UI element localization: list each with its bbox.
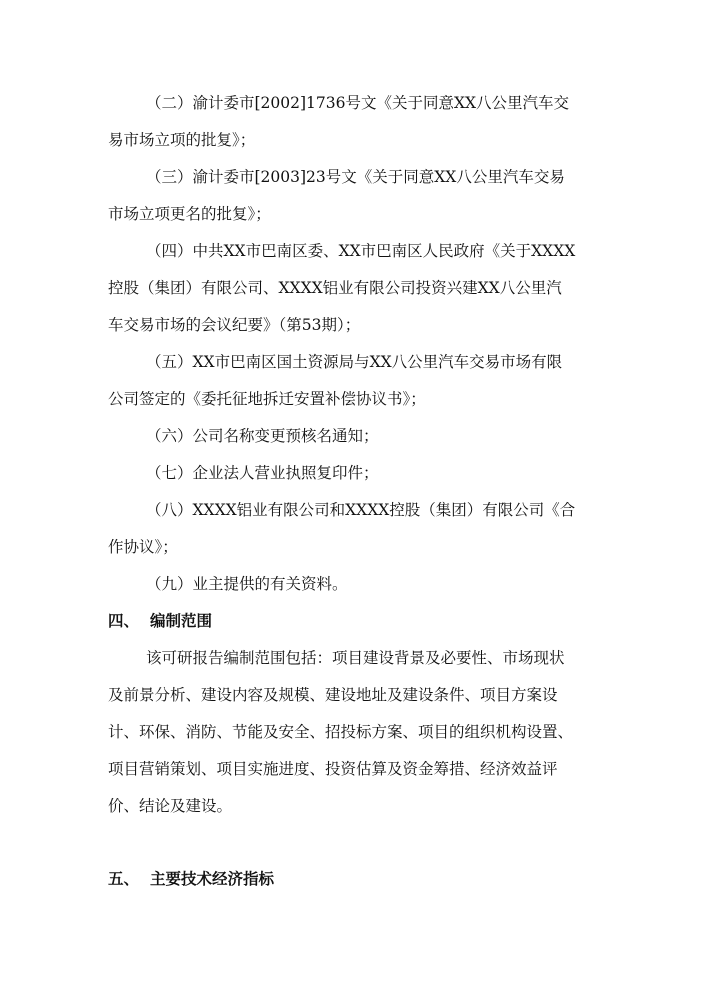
- section-4-number: 四、: [108, 612, 140, 630]
- reference-item-4-line-2: 控股（集团）有限公司、XXXX铝业有限公司投资兴建XX八公里汽: [108, 279, 562, 297]
- reference-item-3-line-2: 市场立项更名的批复》；: [108, 205, 271, 223]
- reference-item-4-line-1: （四）中共XX市巴南区委、XX市巴南区人民政府《关于XXXX: [146, 242, 576, 260]
- reference-item-5-line-2: 公司签定的《委托征地拆迁安置补偿协议书》；: [108, 390, 426, 408]
- reference-item-7: （七）企业法人营业执照复印件；: [146, 464, 379, 482]
- section-4-body-line-3: 计、环保、消防、节能及安全、招投标方案、项目的组织机构设置、: [108, 723, 574, 741]
- reference-item-9: （九）业主提供的有关资料。: [146, 575, 348, 593]
- section-5-title: 主要技术经济指标: [150, 870, 275, 888]
- section-5-number: 五、: [108, 870, 140, 888]
- section-4-body-line-4: 项目营销策划、项目实施进度、投资估算及资金筹措、经济效益评: [108, 760, 558, 778]
- section-4-body-line-1: 该可研报告编制范围包括：项目建设背景及必要性、市场现状: [146, 649, 565, 667]
- section-5-heading: [108, 867, 703, 891]
- reference-item-3-line-1: （三）渝计委市[2003]23号文《关于同意XX八公里汽车交易: [146, 168, 565, 186]
- reference-item-8-line-1: （八）XXXX铝业有限公司和XXXX控股（集团）有限公司《合: [146, 501, 576, 519]
- reference-item-5-line-1: （五）XX市巴南区国土资源局与XX八公里汽车交易市场有限: [146, 353, 563, 371]
- reference-item-2-line-2: 易市场立项的批复》；: [108, 131, 256, 149]
- reference-item-4-line-3: 车交易市场的会议纪要》（第53期）；: [108, 316, 361, 334]
- section-4-title: 编制范围: [150, 612, 213, 630]
- reference-item-2-line-1: （二）渝计委市[2002]1736号文《关于同意XX八公里汽车交: [146, 94, 570, 112]
- section-4-heading: [108, 609, 703, 633]
- section-4-body-line-2: 及前景分析、建设内容及规模、建设地址及建设条件、项目方案设: [108, 686, 558, 704]
- reference-item-6: （六）公司名称变更预核名通知；: [146, 427, 379, 445]
- reference-item-8-line-2: 作协议》；: [108, 538, 178, 556]
- section-4-body-line-5: 价、结论及建设。: [108, 797, 233, 815]
